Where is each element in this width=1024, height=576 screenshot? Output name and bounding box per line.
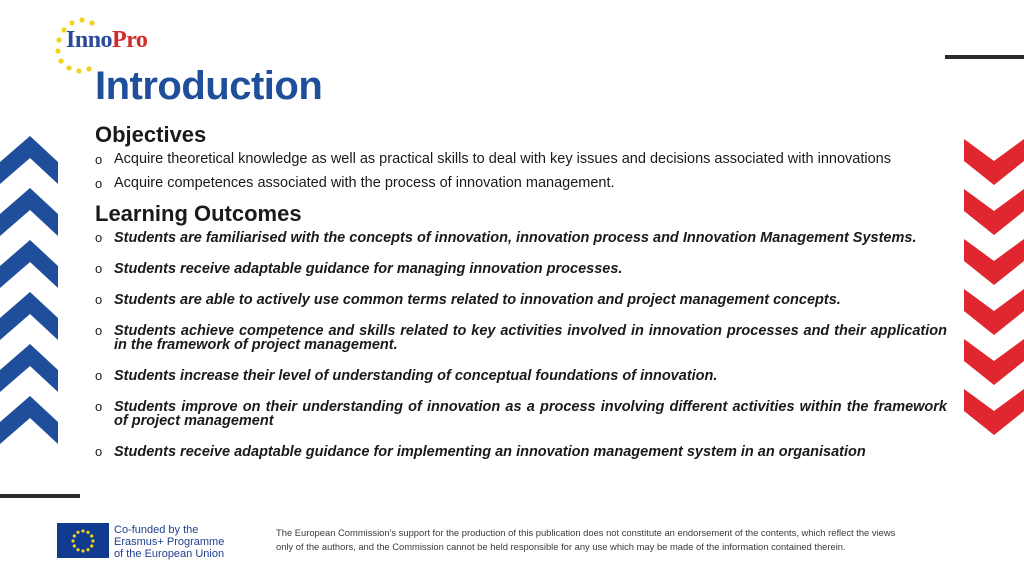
list-item: o Students improve on their understanding of innovation as a process involving different activities within the framework of project management xyxy=(95,399,947,429)
list-item: o Students increase their level of understanding of conceptual foundations of innovation. xyxy=(95,368,718,384)
list-item: o Students receive adaptable guidance for implementing an innovation management system in an organisation xyxy=(95,444,866,460)
eu-funding-label: Co-funded by the Erasmus+ Programme of the European Union xyxy=(114,524,225,560)
eu-flag-icon xyxy=(57,523,109,558)
top-right-divider xyxy=(945,55,1024,59)
list-item: o Students are familiarised with the concepts of innovation, innovation process and Innovation Management Systems. xyxy=(95,230,917,246)
objectives-heading: Objectives xyxy=(95,122,207,147)
list-item: o Students receive adaptable guidance for managing innovation processes. xyxy=(95,261,623,277)
slide-content xyxy=(95,121,947,476)
list-item: o Students are able to actively use common terms related to innovation and project management concepts. xyxy=(95,292,841,308)
list-item: o Acquire competences associated with the process of innovation management. xyxy=(95,175,615,191)
page-title: Introduction xyxy=(95,64,323,108)
learning-outcomes-heading: Learning Outcomes xyxy=(95,201,302,226)
logo-wordmark: InnoPro xyxy=(66,27,148,53)
chevron-up-icon xyxy=(0,132,60,444)
chevron-down-icon xyxy=(964,135,1024,441)
list-item: o Acquire theoretical knowledge as well as practical skills to deal with key issues and decisions associated with innovations xyxy=(95,151,891,167)
bottom-left-divider xyxy=(0,494,80,498)
learning-outcomes-list xyxy=(95,231,947,459)
list-item: o Students achieve competence and skills related to key activities involved in innovation processes and their application in the framework of project management. xyxy=(95,323,947,353)
objectives-list xyxy=(95,152,947,191)
eu-disclaimer: The European Commission's support for the production of this publication does not constitute an endorsement of the contents, which reflect the views only of the authors, and the Commission cannot be held responsible for any use which may be made of the information contained therein. xyxy=(276,527,896,552)
